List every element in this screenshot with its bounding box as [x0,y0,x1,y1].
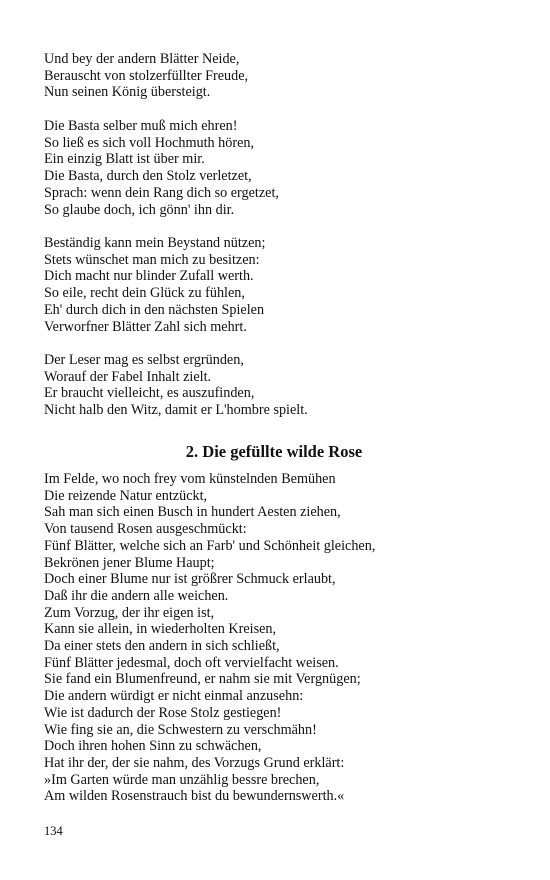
verse-line: Von tausend Rosen ausgeschmückt: [44,521,247,538]
verse-line: Fünf Blätter, welche sich an Farb' und Schönheit gleichen, [44,537,376,554]
verse-line: Beständig kann mein Beystand nützen; [44,235,266,251]
poem-title: 2. Die gefüllte wilde Rose [185,442,363,461]
verse-line: Der Leser mag es selbst ergründen, [44,352,244,368]
verse-line: Da einer stets den andern in sich schließt, [44,638,280,655]
verse-line: Die reizende Natur entzückt, [44,487,208,504]
verse-line: Und bey der andern Blätter Neide, [44,51,240,67]
verse-line: Wie fing sie an, die Schwestern zu verschmähn! [44,721,317,738]
verse-line: Sie fand ein Blumenfreund, er nahm sie mit Vergnügen; [44,671,361,688]
verse-line: Sprach: wenn dein Rang dich so ergetzet, [44,184,279,201]
verse-line: So eile, recht dein Glück zu fühlen, [44,285,245,302]
verse-line: Daß ihr die andern alle weichen. [44,587,229,604]
verse-line: Dich macht nur blinder Zufall werth. [44,268,254,285]
verse-line: Eh' durch dich in den nächsten Spielen [44,301,265,318]
verse-line: Wie ist dadurch der Rose Stolz gestiegen! [44,704,282,721]
verse-line: So glaube doch, ich gönn' ihn dir. [44,201,235,218]
verse-line: Hat ihr der, der sie nahm, des Vorzugs Grund erklärt: [44,754,345,771]
verse-line: Die Basta, durch den Stolz verletzet, [44,168,252,185]
verse-line: Nicht halb den Witz, damit er L'hombre spielt. [44,402,308,419]
verse-line: Nun seinen König übersteigt. [44,84,211,101]
stanza-2 [44,118,279,218]
verse-line: Fünf Blätter jedesmal, doch oft vervielfacht weisen. [44,654,339,671]
verse-line: Zum Vorzug, der ihr eigen ist, [44,604,215,621]
verse-line: Die andern würdigt er nicht einmal anzusehn: [44,688,304,705]
verse-line: So ließ es sich voll Hochmuth hören, [44,134,255,151]
verse-line: Doch ihren hohen Sinn zu schwächen, [44,738,262,755]
poem-body [44,471,375,805]
verse-line: Stets wünschet man mich zu besitzen: [44,251,260,268]
verse-line: Die Basta selber muß mich ehren! [44,118,238,134]
stanza-3 [44,235,265,335]
verse-line: Ein einzig Blatt ist über mir. [44,151,205,168]
verse-line: Sah man sich einen Busch in hundert Aesten ziehen, [44,504,341,521]
verse-line: Bekrönen jener Blume Haupt; [44,554,215,571]
stanza-4 [44,352,308,419]
verse-line: Berauscht von stolzerfüllter Freude, [44,67,249,84]
book-page [44,0,514,880]
stanza-1 [44,51,248,101]
verse-line: Am wilden Rosenstrauch bist du bewundernswerth.« [44,788,345,805]
verse-line: »Im Garten würde man unzählig bessre brechen, [44,771,320,788]
verse-line: Doch einer Blume nur ist größrer Schmuck erlaubt, [44,571,336,588]
verse-line: Verworfner Blätter Zahl sich mehrt. [44,318,247,335]
verse-line: Worauf der Fabel Inhalt zielt. [44,368,212,385]
verse-line: Kann sie allein, in wiederholten Kreisen, [44,621,277,638]
verse-line: Im Felde, wo noch frey vom künstelnden Bemühen [44,471,336,487]
verse-line: Er braucht vielleicht, es auszufinden, [44,385,255,402]
page-number: 134 [44,824,63,838]
